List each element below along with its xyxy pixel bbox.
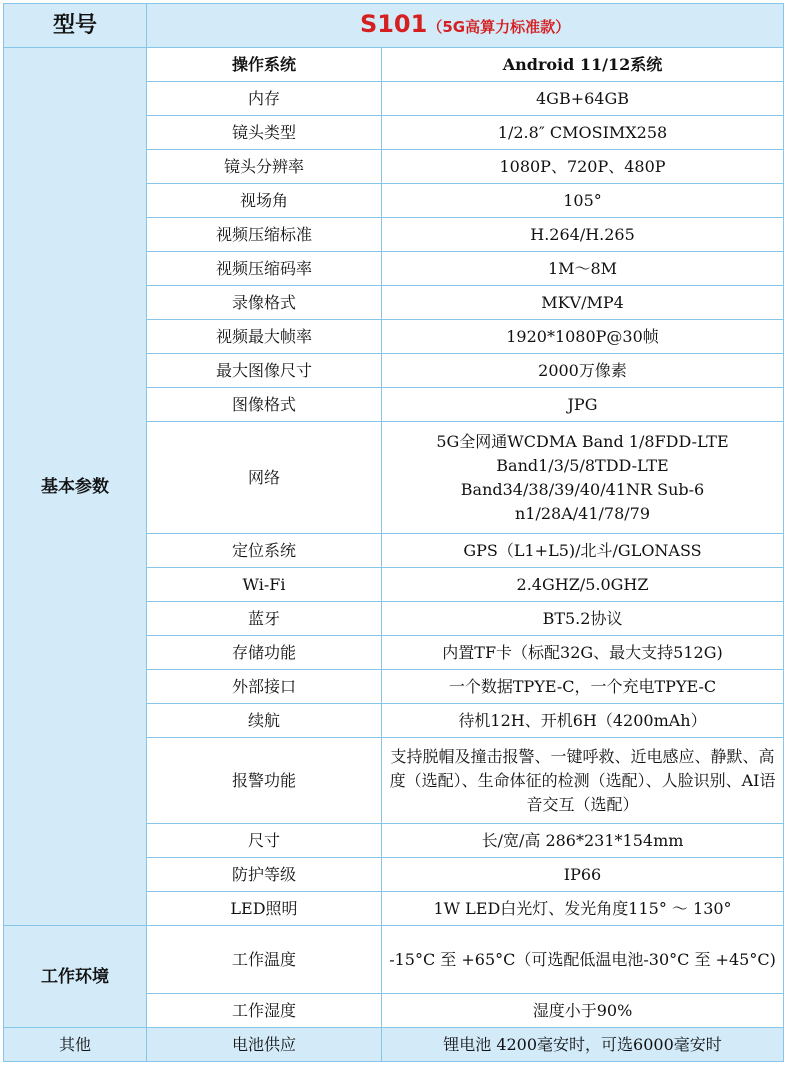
row-key: 视场角 xyxy=(147,184,382,218)
row-value: 湿度小于90% xyxy=(382,994,784,1028)
group-work-env: 工作环境 xyxy=(4,926,147,1028)
row-value: 一个数据TPYE-C，一个充电TPYE-C xyxy=(382,670,784,704)
row-key: 蓝牙 xyxy=(147,602,382,636)
row-value: BT5.2协议 xyxy=(382,602,784,636)
row-key: 图像格式 xyxy=(147,388,382,422)
row-value: H.264/H.265 xyxy=(382,218,784,252)
row-key: 尺寸 xyxy=(147,824,382,858)
table-row xyxy=(4,1028,784,1062)
row-value: 2.4GHZ/5.0GHZ xyxy=(382,568,784,602)
row-key: 定位系统 xyxy=(147,534,382,568)
group-basic-params: 基本参数 xyxy=(4,48,147,926)
row-key: 最大图像尺寸 xyxy=(147,354,382,388)
row-value: GPS（L1+L5)/北斗/GLONASS xyxy=(382,534,784,568)
model-label: 型号 xyxy=(4,4,147,48)
row-value: 5G全网通WCDMA Band 1/8FDD-LTE Band1/3/5/8TDD-LTE Band34/38/39/40/41NR Sub-6 n1/28A/41/78/79 xyxy=(382,422,784,534)
group-other: 其他 xyxy=(4,1028,147,1062)
header-row xyxy=(4,4,784,48)
row-key: 电池供应 xyxy=(147,1028,382,1062)
row-key: 视频最大帧率 xyxy=(147,320,382,354)
model-note: （5G高算力标准款） xyxy=(427,18,571,36)
row-key: 续航 xyxy=(147,704,382,738)
row-key: 外部接口 xyxy=(147,670,382,704)
row-value: -15°C 至 +65°C（可选配低温电池-30°C 至 +45°C) xyxy=(382,926,784,994)
row-key: 录像格式 xyxy=(147,286,382,320)
row-value: MKV/MP4 xyxy=(382,286,784,320)
row-value: 2000万像素 xyxy=(382,354,784,388)
row-value: 锂电池 4200毫安时，可选6000毫安时 xyxy=(382,1028,784,1062)
table-row xyxy=(4,926,784,994)
row-value: 1M～8M xyxy=(382,252,784,286)
row-key: 操作系统 xyxy=(147,48,382,82)
row-key: Wi-Fi xyxy=(147,568,382,602)
row-value: 长/宽/高 286*231*154mm xyxy=(382,824,784,858)
row-key: 视频压缩标准 xyxy=(147,218,382,252)
row-key: 网络 xyxy=(147,422,382,534)
row-value: 内置TF卡（标配32G、最大支持512G) xyxy=(382,636,784,670)
model-name: S101 xyxy=(359,10,428,38)
row-key: 内存 xyxy=(147,82,382,116)
spec-table xyxy=(3,3,784,1062)
table-row xyxy=(4,48,784,82)
row-value: IP66 xyxy=(382,858,784,892)
row-key: 镜头分辨率 xyxy=(147,150,382,184)
row-key: 工作温度 xyxy=(147,926,382,994)
row-value: 待机12H、开机6H（4200mAh） xyxy=(382,704,784,738)
row-key: 镜头类型 xyxy=(147,116,382,150)
row-key: 工作湿度 xyxy=(147,994,382,1028)
row-key: LED照明 xyxy=(147,892,382,926)
row-key: 视频压缩码率 xyxy=(147,252,382,286)
row-value: 支持脱帽及撞击报警、一键呼救、近电感应、静默、高度（选配）、生命体征的检测（选配）、人脸识别、AI语音交互（选配） xyxy=(382,738,784,824)
row-value: Android 11/12系统 xyxy=(382,48,784,82)
row-key: 报警功能 xyxy=(147,738,382,824)
model-cell xyxy=(147,4,784,48)
row-value: 1080P、720P、480P xyxy=(382,150,784,184)
row-value: 4GB+64GB xyxy=(382,82,784,116)
row-value: 1/2.8″ CMOSIMX258 xyxy=(382,116,784,150)
row-key: 存储功能 xyxy=(147,636,382,670)
row-value: 1920*1080P@30帧 xyxy=(382,320,784,354)
row-value: 105° xyxy=(382,184,784,218)
row-key: 防护等级 xyxy=(147,858,382,892)
row-value: 1W LED白光灯、发光角度115° ～ 130° xyxy=(382,892,784,926)
row-value: JPG xyxy=(382,388,784,422)
